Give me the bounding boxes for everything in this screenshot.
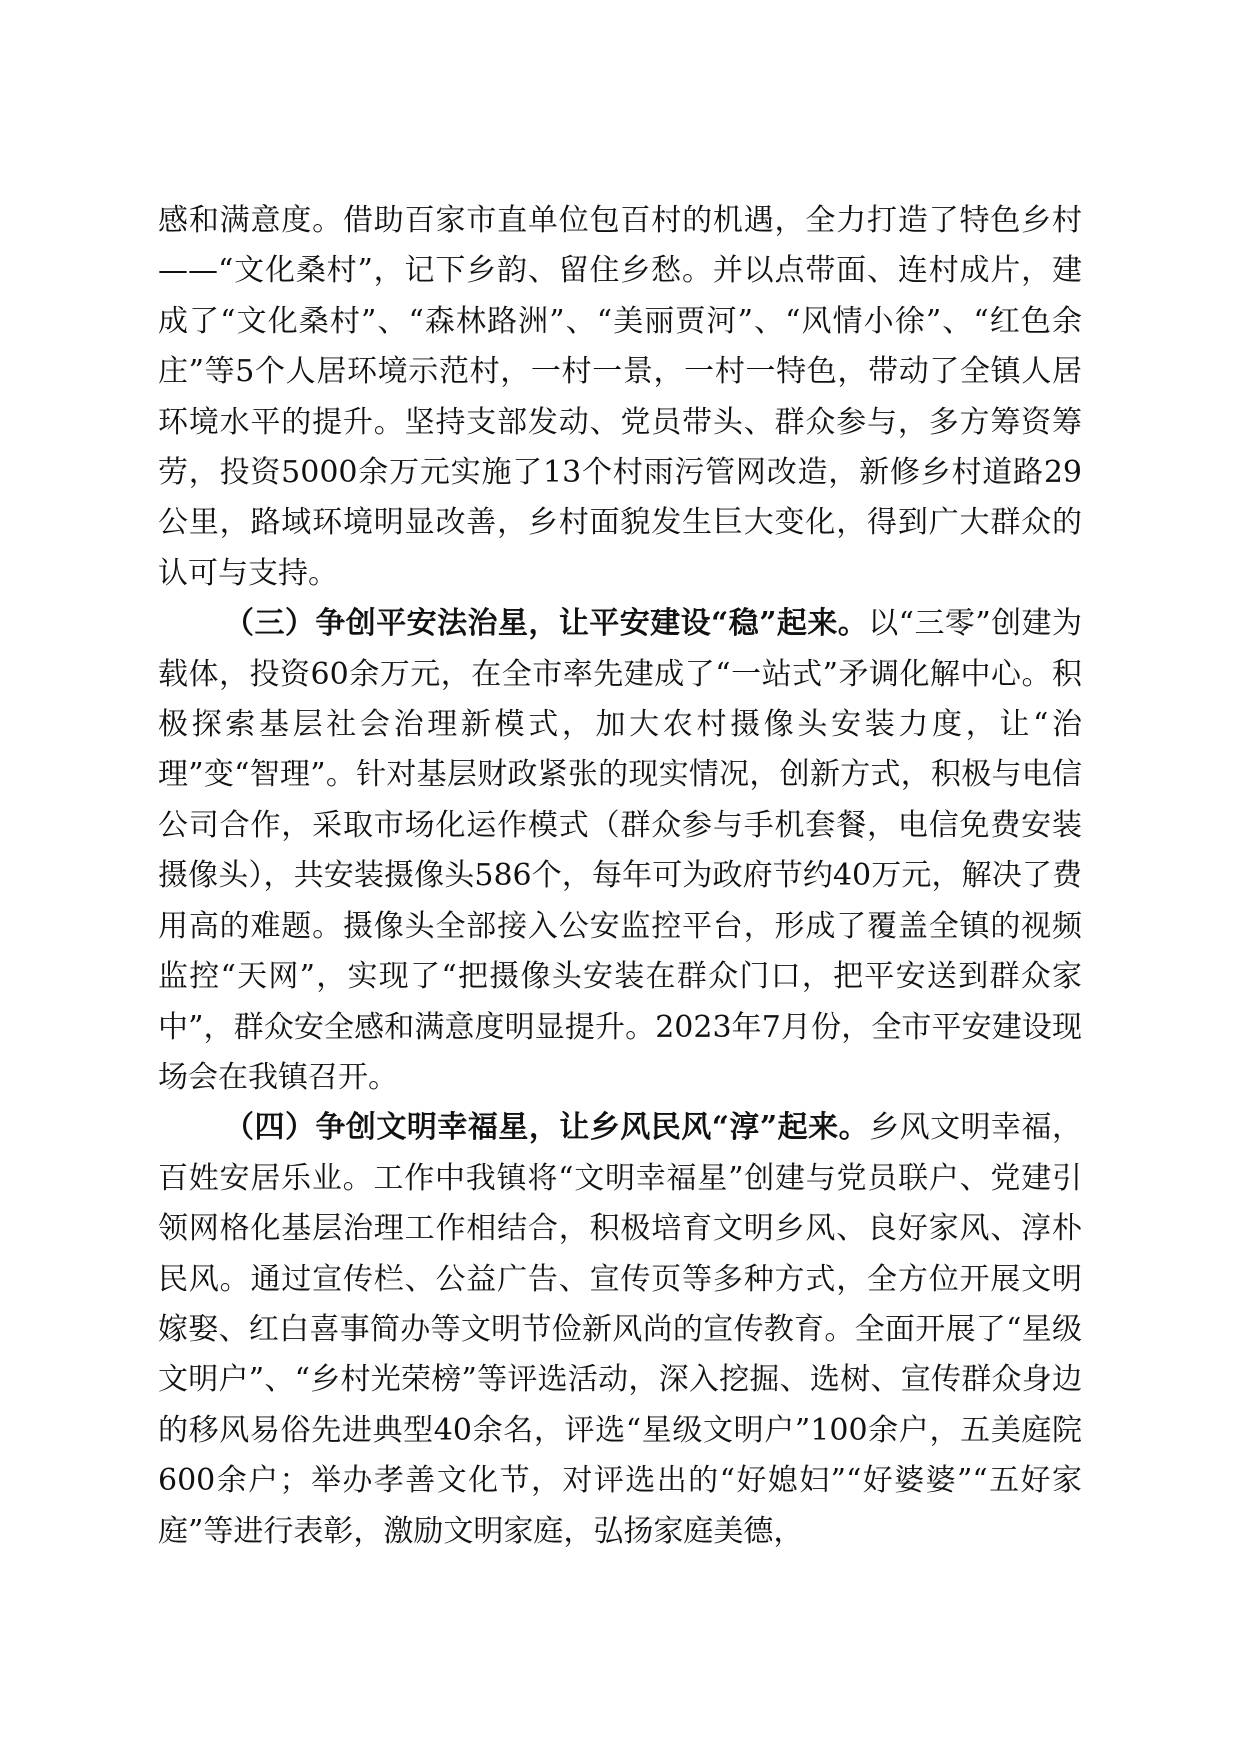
- paragraph-continuation: [158, 196, 1082, 599]
- paragraph-section-three: [158, 599, 1082, 1103]
- section-heading-four: （四）争创文明幸福星，让乡风民风“淳”起来。: [224, 1110, 870, 1146]
- paragraph-body-text: 乡风文明幸福，百姓安居乐业。工作中我镇将“文明幸福星”创建与党员联户、党建引领网格化基层治理工作相结合，积极培育文明乡风、良好家风、淳朴民风。通过宣传栏、公益广告、宣传页等多种方式，全方位开展文明嫁娶、红白喜事简办等文明节俭新风尚的宣传教育。全面开展了“星级文明户”、“乡村光荣榜”等评选活动，深入挖掘、选树、宣传群众身边的移风易俗先进典型40余名，评选“星级文明户”100余户，五美庭院600余户；举办孝善文化节，对评选出的“好媳妇”“好婆婆”“五好家庭”等进行表彰，激励文明家庭，弘扬家庭美德，: [158, 1110, 1082, 1549]
- section-heading-three: （三）争创平安法治星，让平安建设“稳”起来。: [224, 606, 869, 642]
- paragraph-section-four: [158, 1103, 1082, 1557]
- paragraph-body-text: 感和满意度。借助百家市直单位包百村的机遇，全力打造了特色乡村——“文化桑村”，记下乡韵、留住乡愁。并以点带面、连村成片，建成了“文化桑村”、“森林路洲”、“美丽贾河”、“风情小徐”、“红色余庄”等5个人居环境示范村，一村一景，一村一特色，带动了全镇人居环境水平的提升。坚持支部发动、党员带头、群众参与，多方筹资筹劳，投资5000余万元实施了13个村雨污管网改造，新修乡村道路29公里，路域环境明显改善，乡村面貌发生巨大变化，得到广大群众的认可与支持。: [158, 203, 1082, 591]
- paragraph-body-text: 以“三零”创建为载体，投资60余万元，在全市率先建成了“一站式”矛调化解中心。积极探索基层社会治理新模式，加大农村摄像头安装力度，让“治理”变“智理”。针对基层财政紧张的现实情况，创新方式，积极与电信公司合作，采取市场化运作模式（群众参与手机套餐，电信免费安装摄像头），共安装摄像头586个，每年可为政府节约40万元，解决了费用高的难题。摄像头全部接入公安监控平台，形成了覆盖全镇的视频监控“天网”，实现了“把摄像头安装在群众门口，把平安送到群众家中”，群众安全感和满意度明显提升。2023年7月份，全市平安建设现场会在我镇召开。: [158, 606, 1082, 1095]
- document-body: [158, 196, 1082, 1557]
